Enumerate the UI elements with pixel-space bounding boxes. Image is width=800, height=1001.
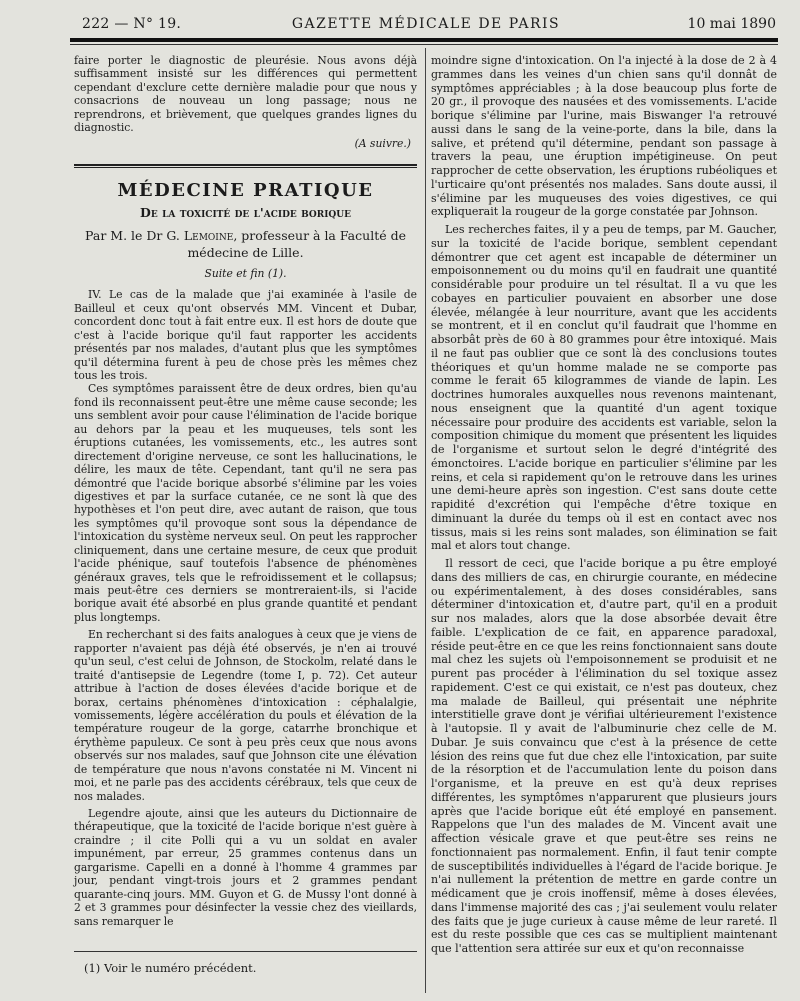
- paragraph: En recherchant si des faits analogues à ceux que je viens de rapporter n'avaient pas déjà été observés, je n'en ai trouvé qu'un seul, c'est celui de Johnson, de Stockolm, relaté dans le traité d'antisepsie de Legendre (tome I, p. 72). Cet auteur attribue à l'action de doses élevées d'acide borique et de borax, certains phénomènes d'intoxication : céphalalgie, vomissements, légère accélération du pouls et élévation de la température rougeur de la gorge, catarrhe bronchique et érythème papuleux. Ce sont à peu près ceux que nous avons observés sur nos malades, sauf que Johnson cite une élévation de température que nous n'avons constatée ni M. Vincent ni moi, et ne parle pas des accidents cérébraux, tels que ceux de nos malades.: [74, 628, 417, 803]
- byline: [74, 227, 417, 261]
- journal-title: GAZETTE MÉDICALE DE PARIS: [291, 16, 561, 32]
- paragraph: Ces symptômes paraissent être de deux ordres, bien qu'au fond ils reconnaissent peut-être une même cause seconde; les uns semblent avoir pour cause l'élimination de l'acide borique au dehors par la peau et les muqueuses, tels sont les éruptions cutanées, les vomissements, etc., les autres sont directement d'origine nerveuse, ce sont les hallucinations, le délire, les maux de tête. Cependant, tant qu'il ne sera pas démontré que l'acide borique absorbé s'élimine par les voies digestives et par la surface cutanée, ce ne sont là que des hypothèses et l'on peut dire, avec autant de raison, que tous les symptômes qu'il provoque sont sous la dépendance de l'intoxication du système nerveux seul. On peut les rapprocher cliniquement, dans une certaine mesure, de ceux que produit l'acide phénique, sauf toutefois l'absence de phénomènes généraux graves, tels que le refroidissement et le collapsus; mais peut-être ces derniers se montreraient-ils, si l'acide borique avait été absorbé en plus grande quantité et pendant plus longtemps.: [74, 382, 417, 624]
- column-divider: [425, 48, 426, 993]
- left-column: [74, 54, 417, 928]
- to-be-continued: (A suivre.): [354, 136, 411, 150]
- paragraph: Il ressort de ceci, que l'acide borique a pu être employé dans des milliers de cas, en chirurgie courante, en médecine ou expérimentalement, à des doses considérables, sans déterminer d'intoxication et, d'autre part, qu'il en a produit sur nos malades, alors que la dose absorbée devait être faible. L'explication de ce fait, en apparence paradoxal, réside peut-être en ce que les reins fonctionnaient sans doute mal chez les sujets où l'empoisonnement se produisit et ne purent pas procéder à l'élimination du sel toxique assez rapidement. C'est ce qui existait, ce n'est pas douteux, chez ma malade de Bailleul, qui présentait une néphrite interstitielle grave dont je vérifiai ultérieurement l'existence à l'autopsie. Il y avait de l'albuminurie chez celle de M. Dubar. Je suis convaincu que c'est à la présence de cette lésion des reins que fut due chez elle l'intoxication, par suite de la résorption et de l'accumulation lente du poison dans l'organisme, et la preuve en est qu'à deux reprises différentes, les symptômes n'apparurent que plusieurs jours après que l'acide borique eût été employé en pansement. Rappelons que l'un des malades de M. Vincent avait une affection vésicale grave et que peut-être ses reins ne fonctionnaient pas normalement. Enfin, il faut tenir compte de susceptibilités individuelles à l'égard de l'acide borique. Je n'ai nullement la prétention de mettre en garde contre un médicament que je crois inoffensif, même à doses élevées, dans l'immense majorité des cas ; j'ai seulement voulu relater des faits que je juge curieux à cause même de leur rareté. Il est du reste possible que ces cas se multiplient maintenant que l'attention sera attirée sur eux et qu'on reconnaisse: [431, 557, 777, 955]
- previous-article-ending: faire porter le diagnostic de pleurésie. Nous avons déjà suffisamment insisté sur les différences qui permettent cependant d'exclure cette dernière maladie pour que nous y consacrions de nouveau un long passage; nous ne reprendrons, et brièvement, que quelques grandes lignes du diagnostic.: [74, 54, 417, 135]
- section-separator-thin: [74, 167, 417, 168]
- header-rule-thin: [70, 44, 778, 45]
- section-title: MÉDECINE PRATIQUE: [117, 180, 374, 202]
- author-affiliation: , professeur à la Faculté de médecine de Lille.: [187, 227, 406, 260]
- article-title: De la toxicité de l'acide borique: [140, 204, 351, 220]
- page-header: [70, 14, 782, 36]
- continuation-note: Suite et fin (1).: [204, 266, 287, 280]
- right-column: [431, 54, 777, 956]
- footnote: (1) Voir le numéro précédent.: [84, 961, 257, 975]
- footnote-rule: [74, 951, 417, 952]
- paragraph: IV. Le cas de la malade que j'ai examinée à l'asile de Bailleul et ceux qu'ont observés MM. Vincent et Dubar, concordent donc tout à fait entre eux. Il est hors de doute que c'est à l'acide borique qu'il faut rapporter les accidents présentés par nos malades, d'autant plus que les symptômes qu'il détermina furent à peu de chose près les mêmes chez tous les trois.: [74, 288, 417, 382]
- issue-date: 10 mai 1890: [687, 16, 776, 32]
- header-rule-thick: [70, 38, 778, 42]
- paragraph: Legendre ajoute, ainsi que les auteurs du Dictionnaire de thérapeutique, que la toxicité de l'acide borique n'est guère à craindre ; il cite Polli qui a vu un soldat en avaler impunément, par erreur, 25 grammes contenus dans un gargarisme. Capelli en a donné à l'homme 4 grammes par jour, pendant vingt-trois jours et 2 grammes pendant quarante-cinq jours. MM. Guyon et G. de Mussy l'ont donné à 2 et 3 grammes pour désinfecter la vessie chez des vieillards, sans remarquer le: [74, 807, 417, 928]
- section-separator: [74, 164, 417, 166]
- page-number: 222 — N° 19.: [82, 16, 182, 32]
- author-prefix: Par M. le Dr: [85, 227, 167, 243]
- paragraph: moindre signe d'intoxication. On l'a injecté à la dose de 2 à 4 grammes dans les veines d'un chien sans qu'il donnât de symptômes appréciables ; à la dose beaucoup plus forte de 20 gr., il provoque des nausées et des vomissements. L'acide borique s'élimine par l'urine, mais Biswanger l'a retrouvé aussi dans le sang de la veine-porte, dans la bile, dans la salive, et prétend qu'il détermine, pendant son passage à travers la peau, une éruption impétigineuse. On peut rapprocher de cette observation, les éruptions rubéoliques et l'urticaire qu'ont présentés nos malades. Sans doute aussi, il s'élimine par les muqueuses des voies digestives, ce qui expliquerait la rougeur de la gorge constatée par Johnson.: [431, 54, 777, 219]
- author-name: G. Lemoine: [166, 227, 234, 243]
- paragraph: Les recherches faites, il y a peu de temps, par M. Gaucher, sur la toxicité de l'acide borique, semblent cependant démontrer que cet agent est incapable de déterminer un empoisonnement ou du moins qu'il en faudrait une quantité considérable pour produire un tel résultat. Il a vu que les cobayes en particulier pouvaient en absorber une dose élevée, mélangée à leur nourriture, avant que les accidents se montrent, et il en conclut qu'il faudrait que l'homme en absorbât près de 60 à 80 grammes pour être intoxiqué. Mais il ne faut pas oublier que ce sont là des conclusions toutes théoriques et qu'un homme malade ne se comporte pas comme le ferait 65 kilogrammes de viande de lapin. Les doctrines humorales auxquelles nous revenons maintenant, nous enseignent que la quantité d'un agent toxique nécessaire pour produire des accidents est variable, selon la composition chimique du moment que présentent les liquides de l'organisme et surtout selon le degré d'intégrité des émonctoires. L'acide borique en particulier s'élimine par les reins, et cela si rapidement qu'on le retrouve dans les urines une demi-heure après son ingestion. C'est sans doute cette rapidité d'excrétion qui l'empêche d'être toxique en diminuant la durée du temps où il est en contact avec nos tissus, mais si les reins sont malades, son élimination se fait mal et alors tout change.: [431, 223, 777, 553]
